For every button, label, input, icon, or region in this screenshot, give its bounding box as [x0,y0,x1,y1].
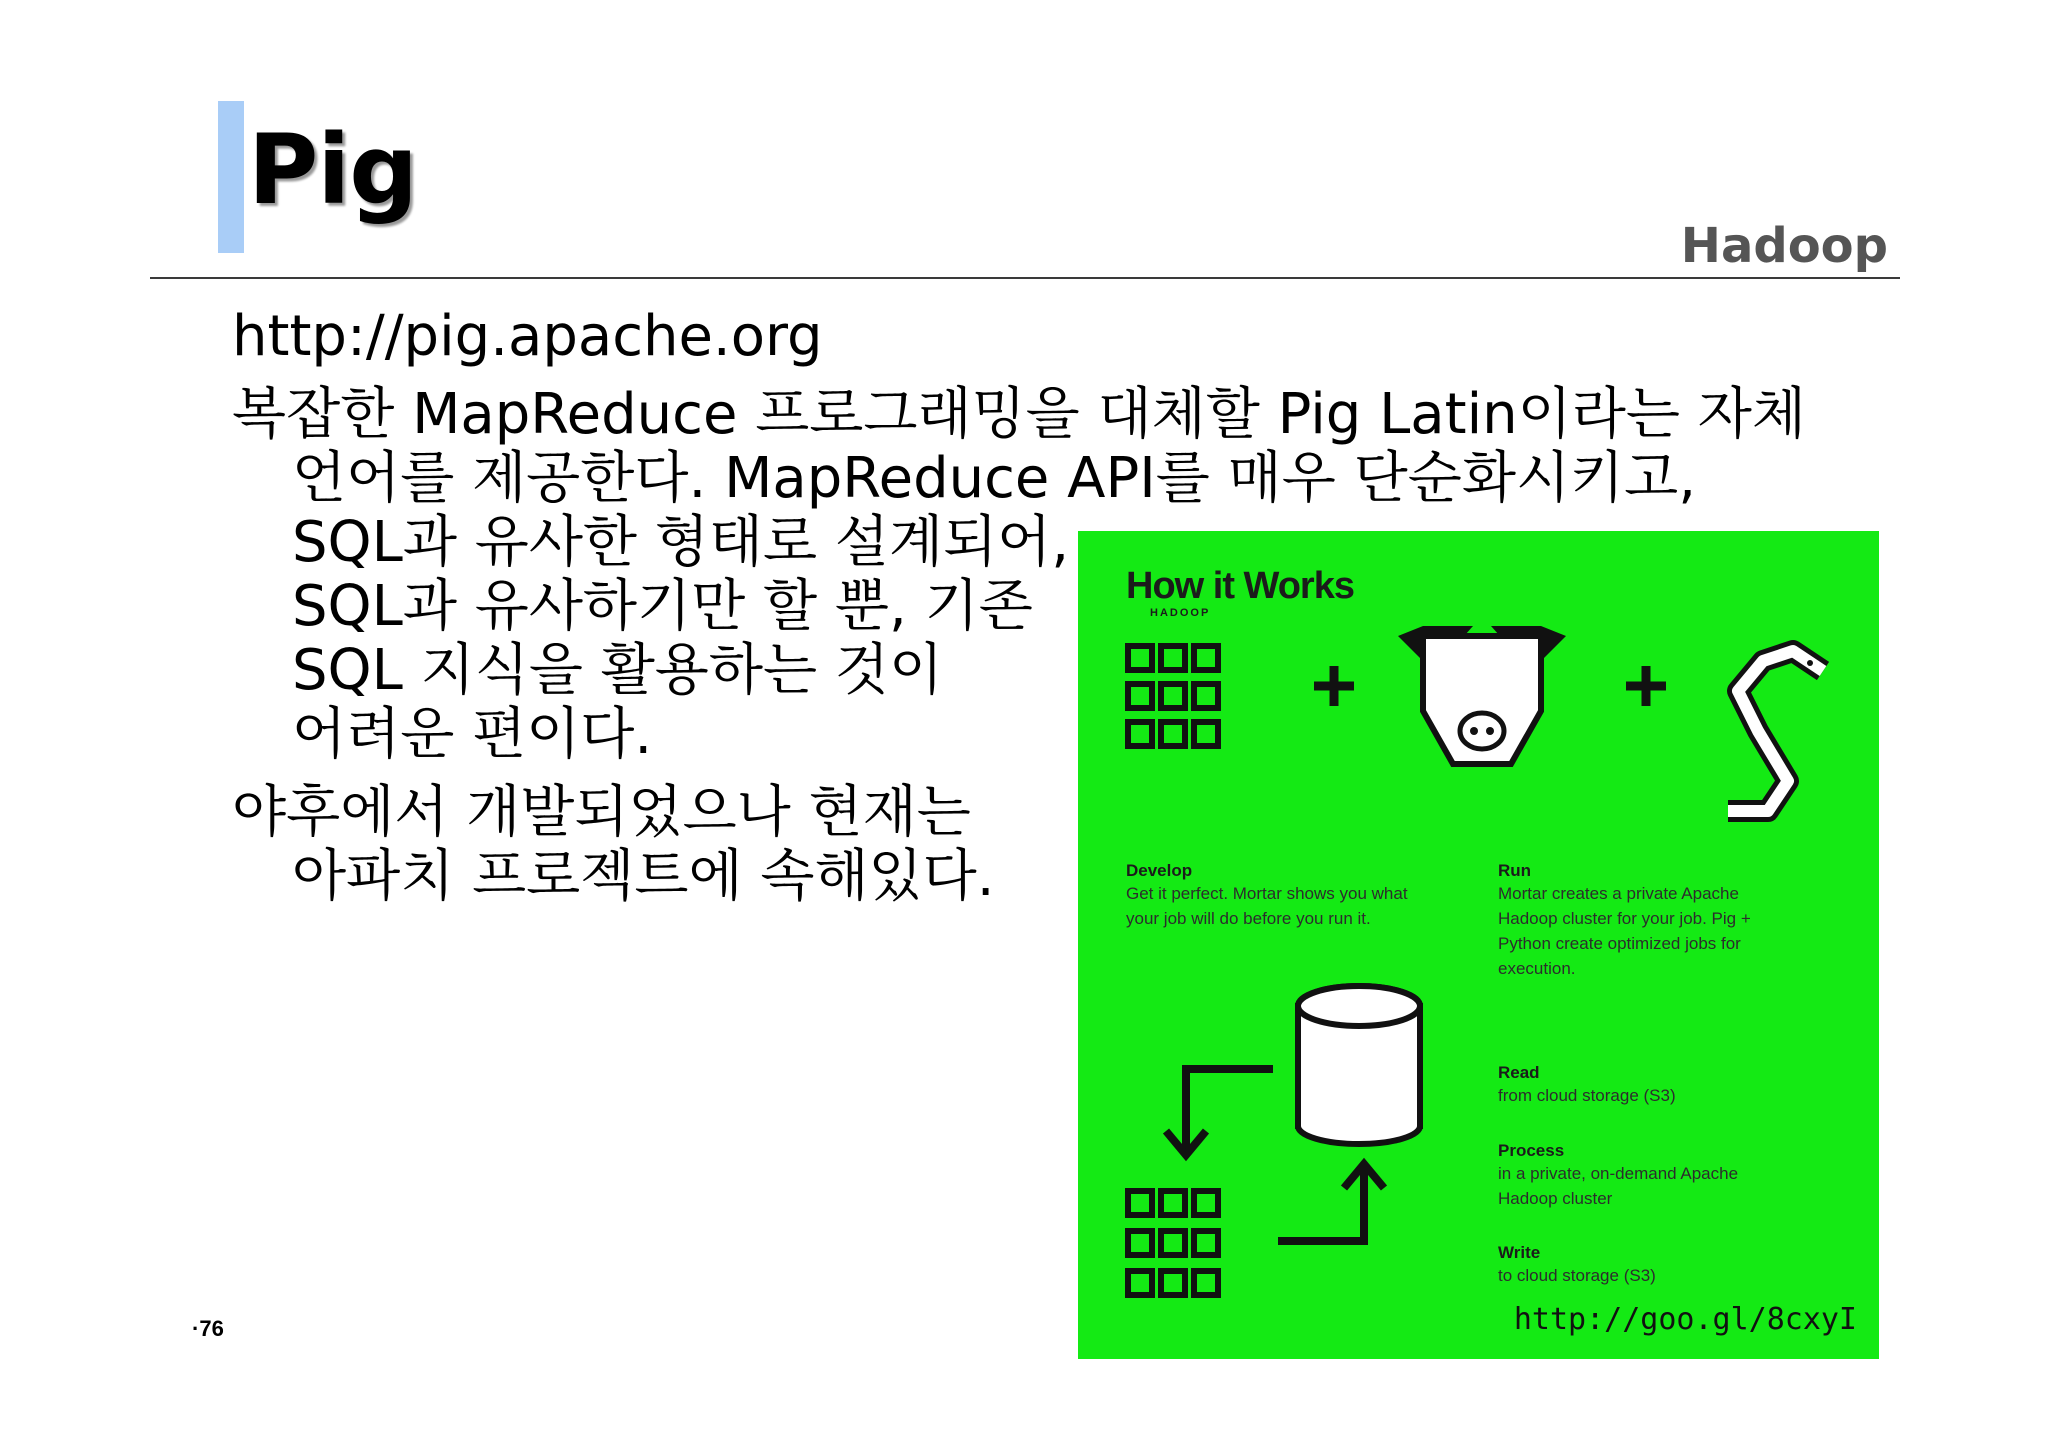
plus-icon [1314,666,1354,706]
run-line: Mortar creates a private Apache [1498,884,1739,903]
page-number-prefix: · [192,1316,200,1341]
bullet-line: 아파치 프로젝트에 속해있다. [292,844,995,909]
bullet-line: 언어를 제공한다. MapReduce API를 매우 단순화시키고, [292,446,1697,511]
arrow-up-icon [1278,1164,1384,1241]
bullet-line: 어려운 편이다. [292,702,653,767]
write-block [1498,1243,1858,1288]
bullet-url [232,305,1832,369]
title-divider [150,277,1900,279]
page-number [192,1316,224,1342]
page-number-value: 76 [199,1316,224,1341]
write-line: to cloud storage (S3) [1498,1266,1656,1285]
bullet-line: 복잡한 MapReduce 프로그래밍을 대체할 Pig Latin이라는 자체 [232,382,1806,447]
title-accent-bar [218,101,244,253]
bullet-line: SQL 지식을 활용하는 것이 [292,638,944,703]
read-block [1498,1063,1858,1108]
figure-subtitle: HADOOP [1150,607,1211,619]
run-heading: Run [1498,861,1532,880]
python-snake-icon [1728,651,1823,811]
develop-heading: Develop [1126,861,1193,880]
bullet-line: SQL과 유사한 형태로 설계되어, [292,510,1070,575]
run-line: Python create optimized jobs for [1498,934,1741,953]
pig-icon [1398,626,1566,764]
process-block [1498,1141,1858,1211]
plus-icon [1626,666,1666,706]
bullet-line: http://pig.apache.org [232,304,823,369]
process-heading: Process [1498,1141,1565,1160]
arrow-down-icon [1166,1069,1273,1155]
develop-line: Get it perfect. Mortar shows you what [1126,884,1408,903]
page-title: Pig [248,114,417,226]
run-line: Hadoop cluster for your job. Pig + [1498,909,1751,928]
read-line: from cloud storage (S3) [1498,1086,1676,1105]
develop-line: your job will do before you run it. [1126,909,1371,928]
develop-block [1126,861,1466,931]
run-block [1498,861,1858,981]
section-label: Hadoop [1680,218,1888,274]
database-icon [1298,986,1420,1144]
read-heading: Read [1498,1063,1540,1082]
how-it-works-figure [1078,531,1879,1359]
figure-source-link[interactable]: http://goo.gl/8cxyI [1513,1302,1857,1337]
grid-icon [1128,646,1218,746]
run-line: execution. [1498,959,1576,978]
bullet-line: 야후에서 개발되었으나 현재는 [232,780,971,845]
bullet-line: SQL과 유사하기만 할 뿐, 기존 [292,574,1033,639]
write-heading: Write [1498,1243,1541,1262]
process-line: Hadoop cluster [1498,1189,1613,1208]
process-line: in a private, on-demand Apache [1498,1164,1739,1183]
figure-title: How it Works [1126,565,1354,607]
grid-icon [1128,1191,1218,1295]
